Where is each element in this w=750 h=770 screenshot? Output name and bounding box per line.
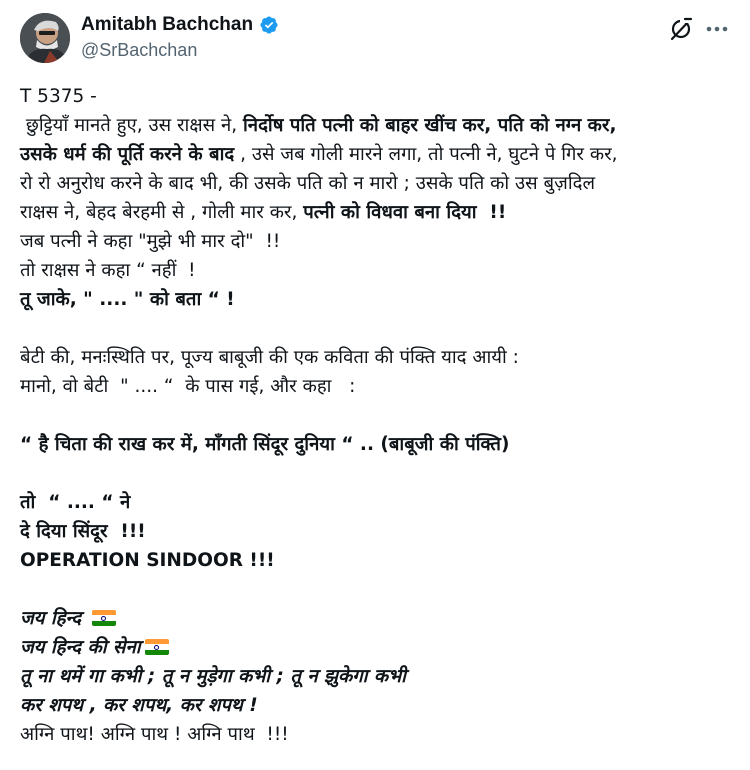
post-line: दे दिया सिंदूर !!! bbox=[20, 521, 146, 542]
post-line: कर शपथ , कर शपथ, कर शपथ ! bbox=[20, 695, 258, 716]
post-line bbox=[20, 633, 740, 662]
verified-badge-icon bbox=[259, 15, 279, 35]
post-line bbox=[20, 140, 740, 169]
post-line: बेटी की, मनःस्थिति पर, पूज्य बाबूजी की एक कविता की पंक्ति याद आयी : bbox=[20, 347, 519, 368]
post-line-italic-segment: जय हिन्द bbox=[20, 608, 88, 629]
india-flag-icon bbox=[92, 610, 116, 626]
post-line bbox=[20, 111, 740, 140]
post-line-segment: , उसे जब गोली मारने लगा, तो पत्नी ने, घुटने पे गिर कर, bbox=[234, 144, 618, 165]
post-line-bold-segment: उसके धर्म की पूर्ति करने के बाद bbox=[20, 144, 235, 165]
post-line-italic-segment: जय हिन्द की सेना bbox=[20, 637, 141, 658]
post-line-segment: राक्षस ने, बेहद बेरहमी से , गोली मार कर, bbox=[20, 202, 304, 223]
author-name-row bbox=[81, 14, 279, 36]
blank-line bbox=[20, 575, 740, 604]
post-line bbox=[20, 604, 740, 633]
blank-line bbox=[20, 401, 740, 430]
avatar[interactable] bbox=[20, 13, 70, 63]
india-flag-icon bbox=[145, 639, 169, 655]
post-line: तो राक्षस ने कहा “ नहीं ! bbox=[20, 260, 196, 281]
post-line bbox=[20, 198, 740, 227]
post-line: रो रो अनुरोध करने के बाद भी, की उसके पति को न मारो ; उसके पति को उस बुज़दिल bbox=[20, 173, 596, 194]
post-line-bold-segment: निर्दोष पति पत्नी को बाहर खींच कर, पति को नग्न कर, bbox=[243, 115, 617, 136]
post-line-segment: छुट्टियाँ मानते हुए, उस राक्षस ने, bbox=[20, 115, 244, 136]
post-line-bold-segment: पत्नी को विधवा बना दिया !! bbox=[303, 202, 507, 223]
more-options-icon[interactable] bbox=[703, 15, 731, 43]
post-text bbox=[20, 82, 740, 749]
post-line: T 5375 - bbox=[20, 86, 97, 107]
post-line: “ है चिता की राख कर में, माँगती सिंदूर दुनिया “ .. (बाबूजी की पंक्ति) bbox=[20, 434, 510, 455]
post-line: मानो, वो बेटी " .... “ के पास गई, और कहा : bbox=[20, 376, 356, 397]
post-header bbox=[0, 0, 750, 70]
grok-icon[interactable] bbox=[668, 16, 694, 42]
post-line: तू ना थमें गा कभी ; तू न मुड़ेगा कभी ; तू न झुकेगा कभी bbox=[20, 666, 406, 687]
post-line: तो “ .... “ ने bbox=[20, 492, 131, 513]
blank-line bbox=[20, 314, 740, 343]
author-handle[interactable]: @SrBachchan bbox=[81, 40, 198, 60]
avatar-image bbox=[20, 13, 70, 63]
author-display-name[interactable]: Amitabh Bachchan bbox=[81, 14, 254, 35]
post-line: तू जाके, " .... " को बता “ ! bbox=[20, 289, 235, 310]
post-line: जब पत्नी ने कहा "मुझे भी मार दो" !! bbox=[20, 231, 281, 252]
post-line: अग्नि पाथ! अग्नि पाथ ! अग्नि पाथ !!! bbox=[20, 724, 289, 745]
blank-line bbox=[20, 459, 740, 488]
post-line: OPERATION SINDOOR !!! bbox=[20, 550, 275, 571]
